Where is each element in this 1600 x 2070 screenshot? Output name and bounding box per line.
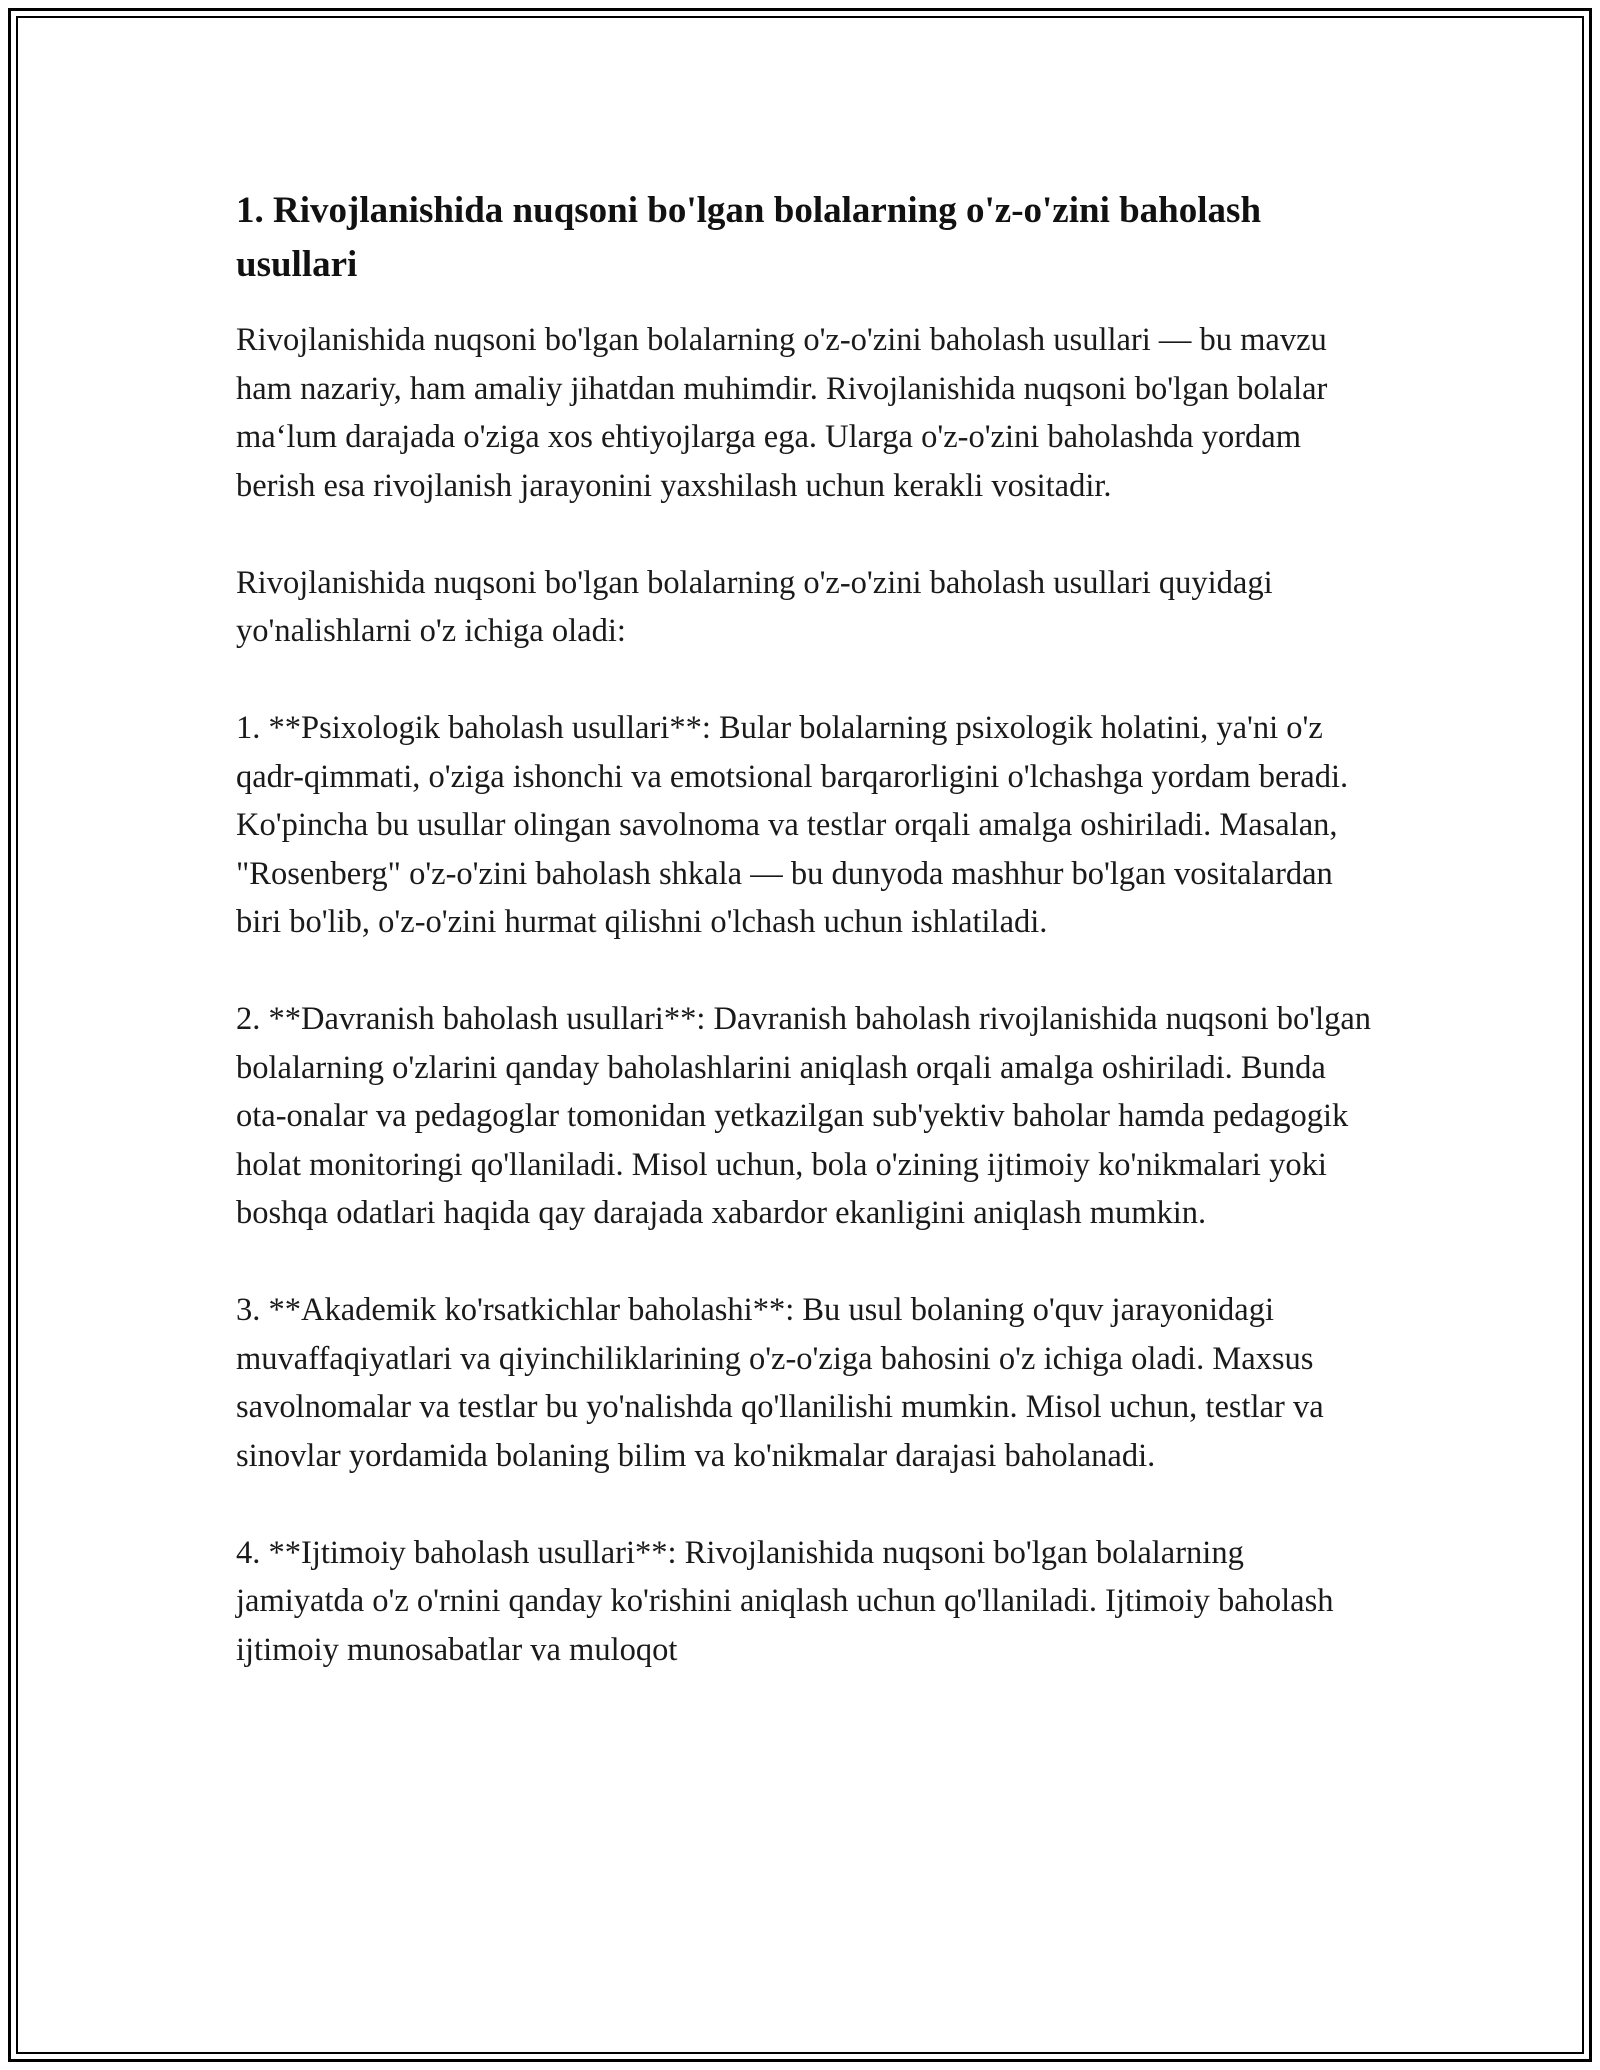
list-item-social: 4. **Ijtimoiy baholash usullari**: Rivojlanishida nuqsoni bo'lgan bolalarning jamiyatda o'z o'rnini qanday ko'rishini aniqlash uchun qo'llaniladi. Ijtimoiy baholash ijtimoiy munosabatlar va muloqot [236, 1534, 1334, 1668]
document-heading: 1. Rivojlanishida nuqsoni bo'lgan bolalarning o'z-o'zini baholash usullari [236, 190, 1262, 285]
overview-paragraph: Rivojlanishida nuqsoni bo'lgan bolalarning o'z-o'zini baholash usullari quyidagi yo'nalishlarni o'z ichiga oladi: [236, 564, 1273, 649]
list-item-academic: 3. **Akademik ko'rsatkichlar baholashi**: Bu usul bolaning o'quv jarayonidagi muvaffaqiyatlari va qiyinchiliklarining o'z-o'ziga bahosini o'z ichiga oladi. Maxsus savolnomalar va testlar bu yo'nalishda qo'llanilishi mumkin. Misol uchun, testlar va sinovlar yordamida bolaning bilim va ko'nikmalar darajasi baholanadi. [236, 1292, 1324, 1474]
intro-paragraph: Rivojlanishida nuqsoni bo'lgan bolalarning o'z-o'zini baholash usullari — bu mavzu ham nazariy, ham amaliy jihatdan muhimdir. Rivojlanishida nuqsoni bo'lgan bolalar ma‘lum darajada o'ziga xos ehtiyojlarga ega. Ularga o'z-o'zini baholashda yordam berish esa rivojlanish jarayonini yaxshilash uchun kerakli vositadir. [236, 322, 1328, 504]
document-body [236, 184, 1376, 1723]
list-item-behavioral: 2. **Davranish baholash usullari**: Davranish baholash rivojlanishida nuqsoni bo'lgan bolalarning o'zlarini qanday baholashlarini aniqlash orqali amalga oshiriladi. Bunda ota-onalar va pedagoglar tomonidan yetkazilgan sub'yektiv baholar hamda pedagogik holat monitoringi qo'llaniladi. Misol uchun, bola o'zining ijtimoiy ko'nikmalari yoki boshqa odatlari haqida qay darajada xabardor ekanligini aniqlash mumkin. [236, 1001, 1372, 1231]
list-item-psychological: 1. **Psixologik baholash usullari**: Bular bolalarning psixologik holatini, ya'ni o'z qadr-qimmati, o'ziga ishonchi va emotsional barqarorligini o'lchashga yordam beradi. Ko'pincha bu usullar olingan savolnoma va testlar orqali amalga oshiriladi. Masalan, "Rosenberg" o'z-o'zini baholash shkala — bu dunyoda mashhur bo'lgan vositalardan biri bo'lib, o'z-o'zini hurmat qilishni o'lchash uchun ishlatiladi. [236, 710, 1349, 940]
